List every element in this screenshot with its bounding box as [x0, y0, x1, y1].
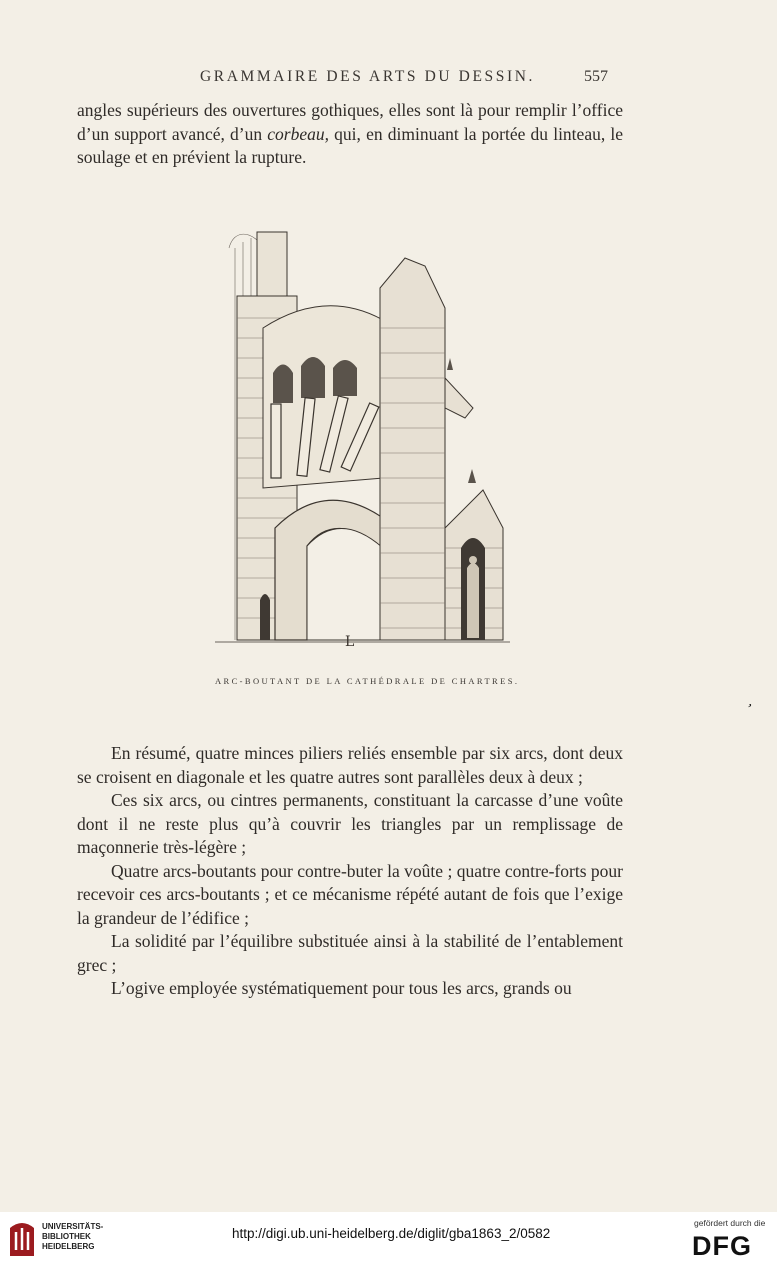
running-head: GRAMMAIRE DES ARTS DU DESSIN. [200, 68, 535, 85]
paragraph-text-before: angles supérieurs des ouvertures gothiques, elles sont là pour remplir l’office d’un support avancé, d’un [77, 100, 623, 144]
library-name [42, 1222, 103, 1252]
paragraph: En résumé, quatre minces piliers reliés ensemble par six arcs, dont deux se croisent en diagonale et les quatre autres sont parallèles deux à deux ; [77, 743, 623, 787]
dfg-logo[interactable]: DFG [692, 1231, 752, 1261]
paragraph: Ces six arcs, ou cintres permanents, constituant la carcasse d’une voûte dont il ne reste plus qu’à couvrir les triangles par un remplissage de maçonnerie très-légère ; [77, 790, 623, 857]
paragraph-text-after: qui, en diminuant la portée du linteau, le soulage et en prévient la rupture. [77, 123, 624, 167]
engraver-signature: L [345, 634, 355, 646]
university-library-logo[interactable] [8, 1218, 36, 1258]
library-name-line: UNIVERSITÄTS- [42, 1222, 104, 1231]
paragraph [77, 99, 623, 170]
italic-term: corbeau, [267, 123, 329, 144]
figure-caption: ARC-BOUTANT DE LA CATHÉDRALE DE CHARTRES. [215, 676, 520, 686]
paragraph: La solidité par l’équilibre substituée ainsi à la stabilité de l’entablement grec ; [77, 931, 623, 975]
funded-by-label: gefördert durch die [694, 1218, 766, 1228]
paragraph: L’ogive employée systématiquement pour tous les arcs, grands ou [111, 978, 572, 998]
library-name-line: HEIDELBERG [42, 1242, 95, 1251]
stray-mark: ʼ [743, 701, 754, 718]
library-name-line: BIBLIOTHEK [42, 1232, 91, 1241]
paragraph: Quatre arcs-boutants pour contre-buter la voûte ; quatre contre-forts pour recevoir ces arcs-boutants ; et ce mécanisme répété autant de fois que l’exige la grandeur de l’édifice ; [77, 860, 623, 928]
paragraphs-bottom [77, 742, 623, 1001]
paragraph-top [77, 99, 623, 170]
flying-buttress-engraving [215, 228, 510, 646]
permalink-url[interactable]: http://digi.ub.uni-heidelberg.de/diglit/gba1863_2/0582 [232, 1226, 551, 1241]
page-number: 557 [584, 68, 608, 85]
